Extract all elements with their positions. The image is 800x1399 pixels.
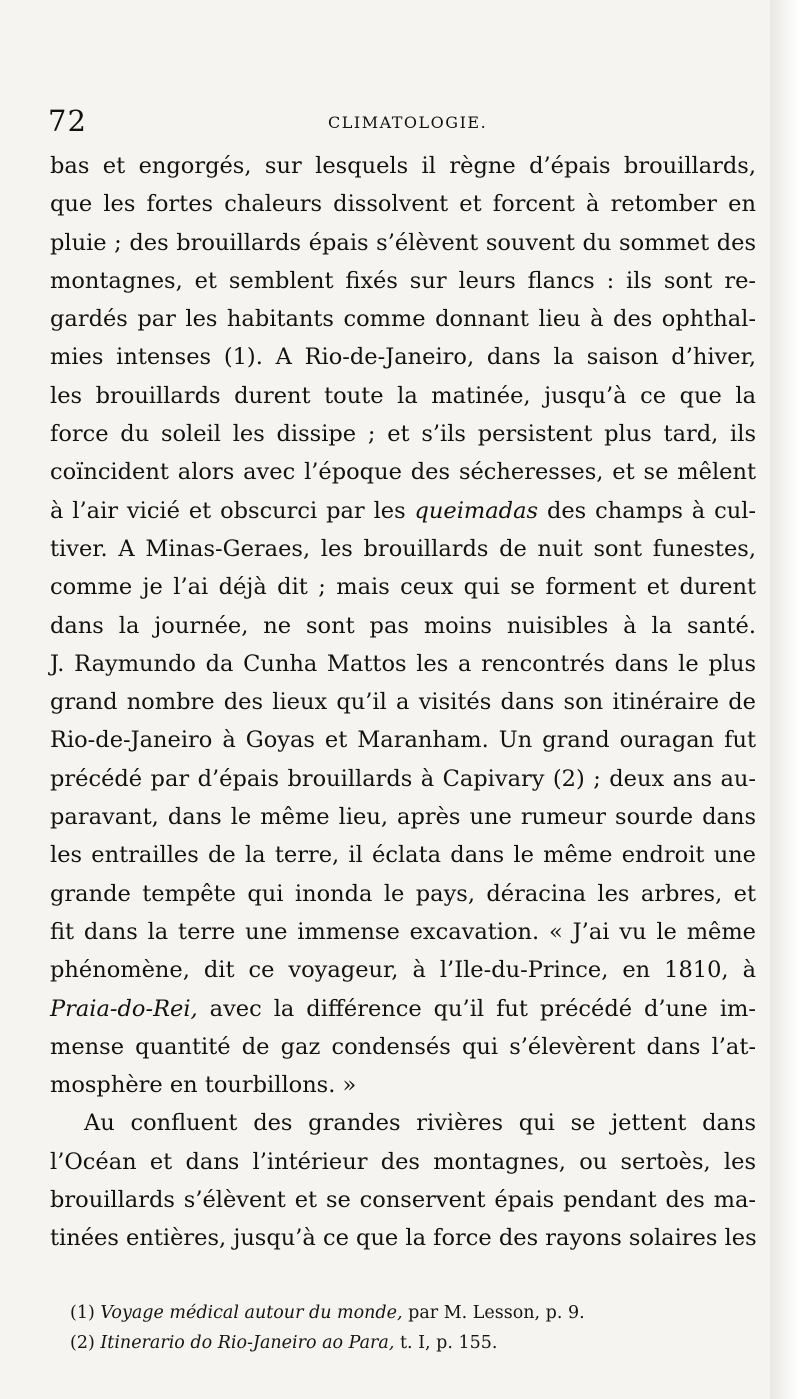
text-line: Rio-de-Janeiro à Goyas et Maranham. Un grand ouragan fut bbox=[50, 727, 756, 754]
text-line: tiver. A Minas-Geraes, les brouillards de nuit sont funestes, bbox=[50, 535, 756, 562]
text-segment: des champs à cul- bbox=[546, 497, 757, 524]
page-number: 72 bbox=[48, 104, 87, 138]
text-line: fit dans la terre une immense excavation. « J’ai vu le même bbox=[50, 918, 756, 945]
text-line: les brouillards durent toute la matinée, jusqu’à ce que la bbox=[50, 382, 756, 409]
text-line: les entrailles de la terre, il éclata dans le même endroit une bbox=[50, 842, 756, 869]
text-line: comme je l’ai déjà dit ; mais ceux qui se forment et durent bbox=[50, 574, 756, 601]
text-line: mies intenses (1). A Rio-de-Janeiro, dans la saison d’hiver, bbox=[50, 344, 756, 371]
text-segment: avec la différence qu’il fut précédé d’une im- bbox=[209, 995, 756, 1022]
text-line: que les fortes chaleurs dissolvent et forcent à retomber en bbox=[50, 191, 756, 218]
text-line: dans la journée, ne sont pas moins nuisibles à la santé. bbox=[50, 612, 756, 639]
text-segment: à l’air vicié et obscurci par les bbox=[50, 497, 406, 524]
footnote-text: t. I, p. 155. bbox=[399, 1333, 498, 1353]
text-line: bas et engorgés, sur lesquels il règne d’épais brouillards, bbox=[50, 153, 756, 179]
body-text bbox=[50, 147, 756, 1258]
page-edge bbox=[770, 0, 800, 1399]
text-line: l’Océan et dans l’intérieur des montagnes, ou sertoès, les bbox=[50, 1148, 756, 1175]
text-line: J. Raymundo da Cunha Mattos les a rencontrés dans le plus bbox=[50, 650, 756, 677]
text-line: grande tempête qui inonda le pays, déracina les arbres, et bbox=[50, 880, 756, 907]
running-title: CLIMATOLOGIE. bbox=[328, 113, 488, 132]
footnote bbox=[70, 1298, 690, 1328]
footnote-mark: (2) bbox=[70, 1333, 95, 1353]
text-line: tinées entières, jusqu’à ce que la force des rayons solaires les bbox=[50, 1225, 757, 1252]
text-line bbox=[50, 990, 756, 1028]
text-line: gardés par les habitants comme donnant lieu à des ophthal- bbox=[50, 306, 756, 333]
footnote-title: Voyage médical autour du monde, bbox=[100, 1303, 403, 1323]
italic-term: queimadas bbox=[414, 497, 539, 524]
footnote-title: Itinerario do Rio-Janeiro ao Para, bbox=[100, 1333, 395, 1353]
text-line: précédé par d’épais brouillards à Capivary (2) ; deux ans au- bbox=[50, 765, 756, 792]
text-line: brouillards s’élèvent et se conservent épais pendant des ma- bbox=[50, 1187, 756, 1214]
text-line: grand nombre des lieux qu’il a visités dans son itinéraire de bbox=[50, 689, 756, 716]
footnotes bbox=[70, 1298, 690, 1358]
footnote-mark: (1) bbox=[70, 1303, 95, 1323]
footnote-text: par M. Lesson, p. 9. bbox=[408, 1303, 585, 1323]
page-header bbox=[48, 104, 750, 144]
text-line: montagnes, et semblent fixés sur leurs flancs : ils sont re- bbox=[50, 267, 756, 294]
text-line bbox=[50, 492, 756, 530]
text-line: phénomène, dit ce voyageur, à l’Ile-du-Prince, en 1810, à bbox=[50, 957, 756, 984]
text-line: mosphère en tourbillons. » bbox=[50, 1072, 357, 1099]
text-line: mense quantité de gaz condensés qui s’élevèrent dans l’at- bbox=[50, 1033, 756, 1060]
italic-term: Praia-do-Rei, bbox=[50, 995, 198, 1022]
text-line: Au confluent des grandes rivières qui se jettent dans bbox=[84, 1110, 756, 1137]
text-line: coïncident alors avec l’époque des sécheresses, et se mêlent bbox=[50, 459, 756, 486]
text-line: pluie ; des brouillards épais s’élèvent souvent du sommet des bbox=[50, 229, 756, 256]
text-line: paravant, dans le même lieu, après une rumeur sourde dans bbox=[50, 804, 756, 831]
text-line: force du soleil les dissipe ; et s’ils persistent plus tard, ils bbox=[50, 421, 756, 448]
footnote bbox=[70, 1328, 690, 1358]
